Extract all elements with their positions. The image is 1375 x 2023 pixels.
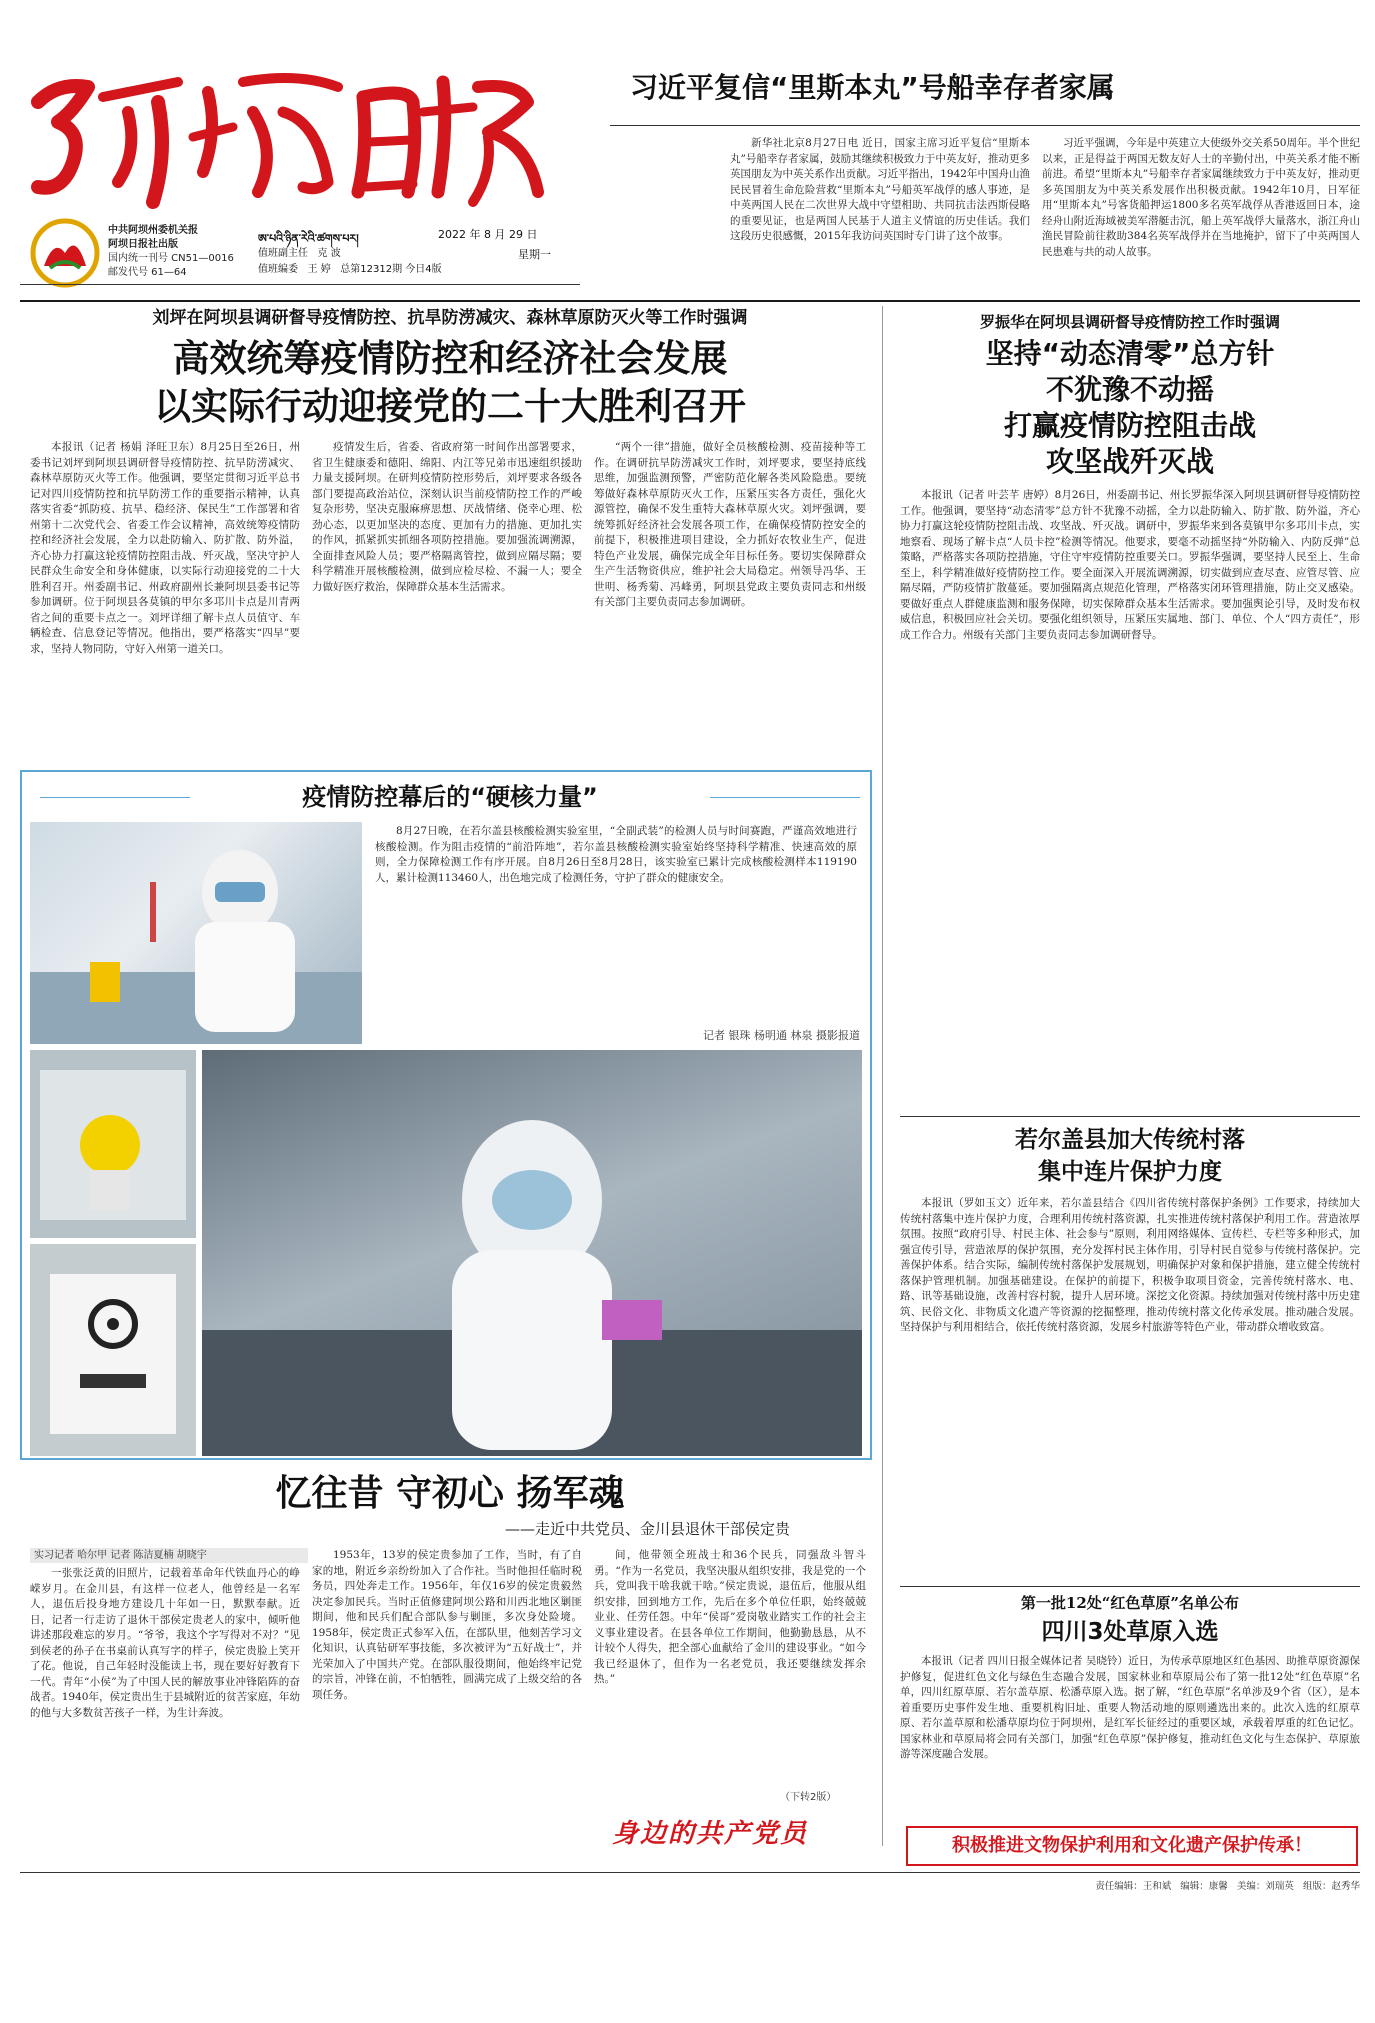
top-story-headline: 习近平复信“里斯本丸”号船幸存者家属 [630, 71, 1115, 104]
slogan-banner [906, 1826, 1358, 1866]
duty-info [258, 246, 518, 278]
lead-kicker: 刘坪在阿坝县调研督导疫情防控、抗旱防涝减灾、森林草原防灭火等工作时强调 [152, 308, 748, 328]
feature-headline-rule-right [710, 797, 860, 798]
right-lead-kicker: 罗振华在阿坝县调研督导疫情防控工作时强调 [979, 313, 1280, 331]
continue-note: （下转2版） [780, 1792, 837, 1803]
top-story-text-2: 习近平强调，今年是中英建立大使级外交关系50周年。半个世纪以来，正是得益于两国无数友好人士的辛勤付出，中英关系才能不断前进。希望“里斯本丸”号船幸存者家属继续致力于中英友好，推动更多英国朋友为中英关系发展作出积极贡献。1942年10月，日军征用“里斯本丸”号客货船押运1800多名英军战俘从香港返回日本，途经舟山附近海域被美军潜艇击沉，船上英军战俘大量落水，浙江舟山渔民冒险前往救助384名英军战俘并在当地掩护，留下了中英两国人民患难与共的动人故事。 [1042, 137, 1360, 258]
feature-epidemic-text: 8月27日晚，在若尔盖县核酸检测实验室里，“全副武装”的检测人员与时间赛跑，严谨高效地进行核酸检测。作为阻击疫情的“前沿阵地”，若尔盖县核酸检测实验室始终坚持科学精准、快速高效的原则，全力保障检测工作有序开展。自8月26日至8月28日，该实验室已累计完成核酸检测样本119190人，累计检测113460人，出色地完成了检测任务，守护了群众的健康安全。 [375, 825, 857, 884]
memorial-col3 [594, 1548, 866, 1788]
preserve-headline-2: 集中连片保护力度 [1038, 1159, 1222, 1185]
footer-design-label: 编辑： [1180, 1881, 1209, 1892]
duty-editor-name: 王 婷 [307, 264, 331, 275]
right-lead-headline-line: 坚持“动态清零”总方针 [985, 337, 1275, 370]
tibetan-title: ཨ་པའི་ཉིན་རེའི་ཚགས་པར། [258, 232, 359, 245]
grassland-headline: 四川3处草原入选 [1041, 1619, 1219, 1645]
right-lead-text: 本报讯（记者 叶芸芊 唐婷）8月26日，州委副书记、州长罗振华深入阿坝县调研督导疫情防控工作。他强调，要坚持“动态清零”总方针不犹豫不动摇，全力以赴防输入、防扩散、防外溢，齐心协力打赢这轮疫情防控阻击战、攻坚战、歼灭战。调研中，罗振华来到各莫镇甲尔多邛川卡点，实地察看、现场了解卡点“人员卡控”检测等情况。他要求，要毫不动摇坚持“外防输入、内防反弹”总策略，严格落实各项防控措施，守住守牢疫情防控重要关口。罗振华强调，要坚持人民至上、生命至上，科学精准做好疫情防控工作。要全面深入开展流调溯源，切实做到应查尽查、应管尽管、应隔尽隔，严防疫情扩散蔓延。要加强隔离点规范化管理，严格落实闭环管理措施，防止交叉感染。要做好重点人群健康监测和服务保障，切实保障群众基本生活需求。要加强舆论引导，及时发布权威信息，积极回应社会关切。要强化组织领导，压紧压实属地、部门、单位、个人“四方责任”，形成工作合力。州级有关部门主要负责同志参加调研督导。 [900, 489, 1360, 641]
lead-text-2: 疫情发生后，省委、省政府第一时间作出部署要求，省卫生健康委和德阳、绵阳、内江等兄弟市迅速组织援助力量支援阿坝。在研判疫情防控形势后，刘坪要求各级各部门要提高政治站位，深刻认识当前疫情防控工作的严峻复杂形势，坚决克服麻痹思想、厌战情绪、侥幸心理、松劲心态，以更加坚决的态度、更加有力的措施、更加扎实的作风，抓紧抓实抓细各项防控措施。要加强流调溯源，全面排查风险人员；要严格隔离管控，做到应隔尽隔；要科学精准开展核酸检测，做到应检尽检、不漏一人；要全力做好医疗救治，保障群众基本生活需求。 [312, 441, 582, 593]
footer-print: 赵秀华 [1331, 1881, 1360, 1892]
top-story-text-1: 新华社北京8月27日电 近日，国家主席习近平复信“里斯本丸”号船幸存者家属，鼓励其继续积极致力于中英友好，推动更多英国朋友为中英关系作出贡献。习近平指出，1942年中国舟山渔民民冒着生命危险营救“里斯本丸”号船英军战俘的感人事迹，是中英两国人民在二次世界大战中守望相助、共同抗击法西斯侵略的重要见证，也是两国人民基于人道主义情谊的历史佳话。我们这段历史很感慨，2015年我访问英国时专门讲了这个故事。 [730, 137, 1030, 242]
publisher-line: 阿坝日报社出版 [108, 239, 178, 250]
publisher-line: 国内统一刊号 CN51—0016 [108, 253, 234, 264]
memorial-byline: 实习记者 哈尔甲 记者 陈洁夏楠 胡晓宇 [30, 1548, 308, 1563]
right-lead-headline [900, 336, 1360, 480]
right-lead-headline-line: 打赢疫情防控阻击战 [1003, 409, 1256, 442]
memorial-subtitle: ——走近中共党员、金川县退休干部侯定贵 [504, 1520, 790, 1538]
footer-print-label: 组版： [1302, 1881, 1332, 1892]
lead-headline-2: 以实际行动迎接党的二十大胜利召开 [154, 385, 746, 428]
grassland-body [900, 1654, 1360, 1816]
lead-text-1: 本报讯（记者 杨娟 泽旺卫东）8月25日至26日，州委书记刘坪到阿坝县调研督导疫情防控、抗旱防涝减灾、森林草原防灭火等工作。他强调，要坚定贯彻习近平总书记对四川疫情防控和抗旱防涝工作的重要指示精神，认真落实省委“抓防疫、抗旱、稳经济、保民生”工作部署和省州第十二次党代会、省委工作会议精神，高效统筹疫情防控和经济社会发展，全力以赴防输入、防扩散、防外溢，齐心协力打赢这轮疫情防控阻击战、歼灭战，坚决守护人民群众生命安全和身体健康，以实际行动迎接党的二十大胜利召开。州委副书记、州政府副州长兼阿坝县委书记等参加调研。位于阿坝县各莫镇的甲尔多邛川卡点是川青两省之间的重要卡点之一。刘坪详细了解卡点人员值守、车辆检查、信息登记等情况。他指出，要严格落实“四早”要求，坚持人物同防，守好入州第一道关口。 [30, 441, 300, 655]
memorial-text-3: 间，他带领全班战士和36个民兵，同强敌斗智斗勇。“作为一名党员，我坚决服从组织安排，我是党的一个兵，党叫我干啥我就干啥。”侯定贵说，退伍后，他服从组织安排，回到地方工作，先后在多个单位任职，始终兢兢业业、任劳任怨。中年“侯哥”爱岗敬业踏实工作的社会主义事业建设者。在县各单位工作期间，他勤勤恳恳，从不计较个人得失，把全部心血献给了金川的建设事业。“如今我已经退休了，但作为一名老党员，我还要继续发挥余热。” [594, 1549, 866, 1685]
duty-editor-label: 值班编委 [258, 264, 298, 275]
lead-text-3: “两个一律”措施，做好全员核酸检测、疫苗接种等工作。在调研抗旱防涝减灾工作时，刘坪要求，要坚持底线思维，加强监测预警，严密防范化解各类风险隐患。要统筹做好森林草原防灭火工作，压紧压实各方责任，强化火源管控，确保不发生重特大森林草原火灾。刘坪强调，要统筹抓好经济社会发展各项工作，在确保疫情防控安全的前提下，积极推进项目建设，全力抓好农牧业生产，促进特色产业发展，确保完成全年目标任务。要切实保障群众生产生活物资供应，维护社会大局稳定。州领导冯华、王世明、杨秀菊、冯峰勇，阿坝县党政主要负责同志和州级有关部门主要负责同志参加调研。 [594, 441, 866, 608]
column-badge [612, 1814, 862, 1854]
weekday: 星期一 [518, 248, 551, 261]
footer-proof-label: 美编： [1236, 1881, 1266, 1892]
right-lead-headline-line: 不犹豫不动摇 [1045, 373, 1214, 406]
right-lead-headline-line: 攻坚战歼灭战 [1045, 445, 1214, 478]
footer-credits [920, 1878, 1360, 1892]
lead-col2 [312, 440, 582, 762]
lab-photo-1 [30, 822, 362, 1044]
footer-proof: 刘瑞英 [1265, 1881, 1294, 1892]
slogan-text: 积极推进文物保护利用和文化遗产保护传承！ [952, 1835, 1312, 1856]
feature-epidemic-credit: 记者 银珠 杨明通 林泉 摄影报道 [703, 1029, 860, 1042]
issue-date: 2022 年 8 月 29 日 [438, 228, 538, 241]
feature-epidemic-intro [375, 824, 857, 1024]
lab-photo-2 [30, 1050, 196, 1238]
lead-col1 [30, 440, 300, 762]
right-lead-body [900, 488, 1360, 1108]
preserve-body [900, 1196, 1360, 1580]
memorial-col1 [30, 1566, 300, 1856]
feature-headline-rule-left [40, 797, 190, 798]
preserve-headline-1: 若尔盖县加大传统村落 [1015, 1127, 1245, 1153]
top-story-col2 [1042, 136, 1360, 284]
memorial-text-1: 一张张泛黄的旧照片，记载着革命年代铁血丹心的峥嵘岁月。在金川县，有这样一位老人，他曾经是一名军人，退伍后投身地方建设几十年如一日，默默奉献。近日，记者一行走访了退休干部侯定贵老人的家中，倾听他讲述那段难忘的岁月。“爷爷，我这个字写得对不对？”见到侯老的孙子在书桌前认真写字的样子，侯定贵脸上笑开了花。他说，自己年轻时没能读上书，现在要好好教育下一代。青年“小侯”为了中国人民的解放事业冲锋陷阵的奋战者。1940年，侯定贵出生于县城附近的贫苦家庭，年幼的他与大多数贫苦孩子一样，为生计奔波。 [30, 1567, 300, 1719]
memorial-col2 [312, 1548, 582, 1856]
memorial-text-2: 1953年，13岁的侯定贵参加了工作，当时，有了自家的地，附近乡亲纷纷加入了合作社。当时他担任临时税务员，四处奔走工作。1956年，年仅16岁的侯定贵毅然决定参加民兵。当时正值修建阿坝公路和川西北地区剿匪期间，他和民兵们配合部队参与剿匪，多次身处险境。1958年，侯定贵正式参军入伍，在部队里，他刻苦学习文化知识，认真钻研军事技能，多次被评为“五好战士”，并光荣加入了中国共产党。在部队服役期间，他始终牢记党的宗旨，冲锋在前，不怕牺牲，圆满完成了上级交给的各项任务。 [312, 1549, 582, 1701]
masthead-title [18, 42, 558, 212]
footer-editor: 王和斌 [1142, 1881, 1172, 1892]
lead-headline-1: 高效统筹疫情防控和经济社会发展 [172, 337, 728, 380]
duty-chief-label: 值班副主任 [258, 248, 308, 259]
lead-col3 [594, 440, 866, 762]
issue-number: 总第12312期 今日4版 [340, 264, 442, 275]
memorial-headline: 忆往昔 守初心 扬军魂 [275, 1473, 625, 1514]
masthead-calligraphy-logo [18, 42, 558, 212]
preserve-text: 本报讯（罗如玉文）近年来，若尔盖县结合《四川省传统村落保护条例》工作要求，持续加大传统村落集中连片保护力度，合理利用传统村落资源，扎实推进传统村落保护利用工作。营造浓厚氛围。按照“政府引导、村民主体、社会参与”原则，利用网络媒体、宣传栏、专栏等多种形式，加强宣传引导，营造浓厚的保护氛围，充分发挥村民主体作用，引导村民自觉参与传统村落保护。完善保护体系。结合实际，编制传统村落保护发展规划，明确保护对象和保护措施，建立健全传统村落保护管理机制。加强基础建设。在保护的前提下，积极争取项目资金，完善传统村落水、电、路、讯等基础设施，改善村容村貌，提升人居环境。深挖文化资源。持续加强对传统村落中历史建筑、民俗文化、非物质文化遗产等资源的挖掘整理，推动传统村落文化传承发展。推动融合发展。坚持保护与利用相结合，依托传统村落资源，发展乡村旅游等特色产业，带动群众增收致富。 [900, 1197, 1360, 1333]
footer-design: 康馨 [1208, 1881, 1228, 1892]
feature-epidemic-headline: 疫情防控幕后的“硬核力量” [302, 783, 598, 811]
publisher-line: 中共阿坝州委机关报 [108, 225, 198, 236]
lab-main-photo [202, 1050, 862, 1456]
publisher-info [108, 224, 248, 280]
column-badge-text: 身边的共产党员 [612, 1819, 809, 1849]
publisher-line: 邮发代号 61—64 [108, 267, 187, 278]
grassland-kicker: 第一批12处“红色草原”名单公布 [1020, 1594, 1240, 1612]
top-story-col1 [730, 136, 1030, 284]
duty-chief-name: 克 波 [317, 248, 341, 259]
biohazard-photo [30, 1244, 196, 1456]
footer-editor-label: 责任编辑： [1095, 1881, 1143, 1892]
newspaper-emblem [30, 218, 100, 288]
grassland-text: 本报讯（记者 四川日报全媒体记者 吴晓铃）近日，为传承草原地区红色基因、助推草原资源保护修复，促进红色文化与绿色生态融合发展，国家林业和草原局公布了第一批12处“红色草原”名单，四川红原草原、若尔盖草原、松潘草原入选。据了解，“红色草原”名单涉及9个省（区），是本着重要历史事件发生地、重要机构旧址、重要人物活动地的原则遴选出来的。此次入选的红原草原、若尔盖草原和松潘草原均位于阿坝州，是红军长征经过的重要区域，承载着厚重的红色记忆。国家林业和草原局将会同有关部门，加强“红色草原”保护修复，推动红色文化与生态保护、草原旅游等深度融合发展。 [900, 1655, 1360, 1760]
